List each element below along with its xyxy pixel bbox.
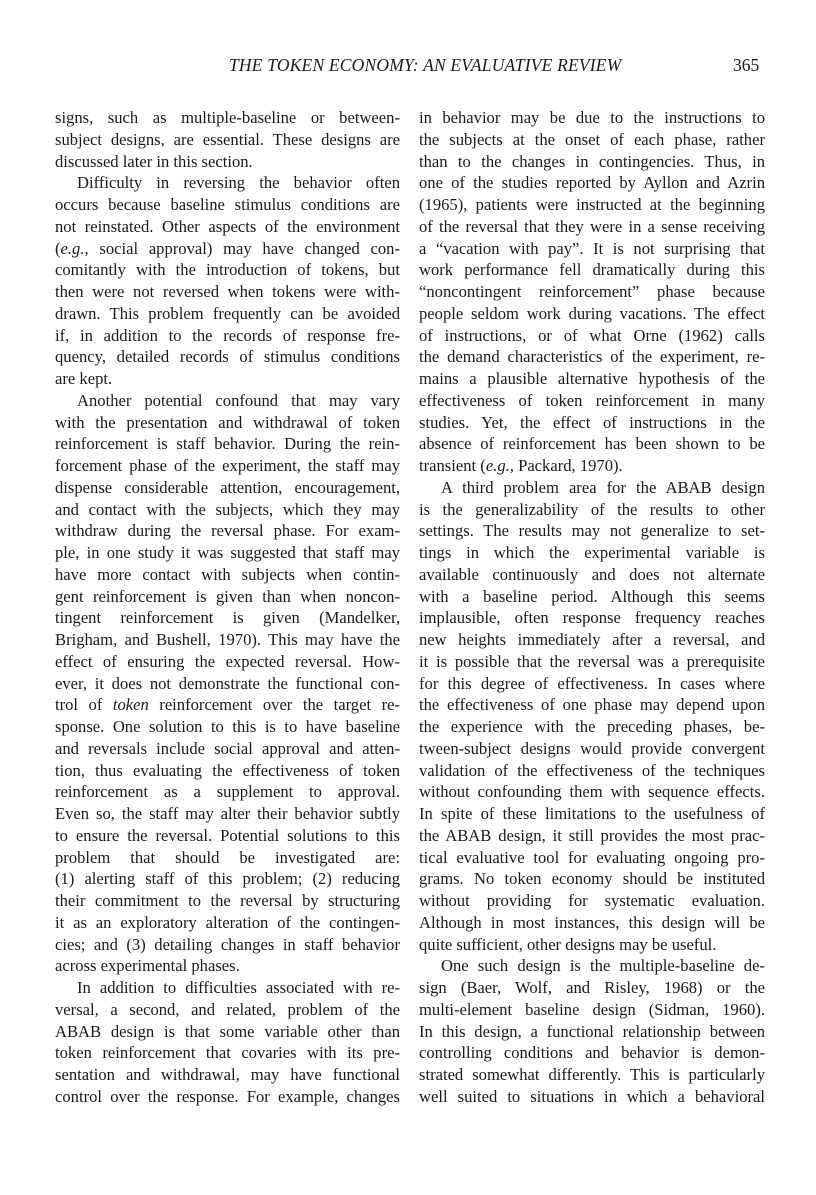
italic-text: e.g., (60, 238, 89, 258)
italic-text: token (112, 695, 149, 715)
text-line: have more contact with subjects when contin- (55, 564, 400, 584)
text-line: gent reinforcement is given than when noncon- (55, 586, 400, 606)
text-line: reinforcement as a supplement to approval. (55, 782, 400, 802)
text-line: tingent reinforcement is given (Mandelker, (55, 608, 400, 628)
text-line: A third problem area for the ABAB design (441, 477, 765, 497)
text-line: it is possible that the reversal was a prerequisite (419, 651, 765, 671)
text-line: Another potential confound that may vary (77, 390, 400, 410)
text-line: discussed later in this section. (55, 151, 253, 171)
text-line: sign (Baer, Wolf, and Risley, 1968) or the (419, 978, 765, 997)
text-line: available continuously and does not alternate (419, 564, 765, 584)
text-line: tical evaluative tool for evaluating ongoing pro- (419, 847, 765, 867)
text-line: quency, detailed records of stimulus conditions (55, 347, 400, 367)
text-line: tween-subject designs would provide convergent (419, 738, 765, 758)
text-line: control over the response. For example, changes (55, 1086, 400, 1106)
text-line: of the reversal that they were in a sense receiving (419, 216, 765, 236)
italic-text: e.g., (485, 456, 514, 475)
text-line: Although in most instances, this design will be (419, 912, 765, 932)
text-line: mains a plausible alternative hypothesis of the (419, 369, 765, 388)
text-line: a “vacation with pay”. It is not surprising that (419, 238, 765, 258)
text-line: signs, such as multiple-baseline or between- (55, 108, 400, 127)
text-line: and reversals include social approval and atten- (55, 738, 400, 758)
text-line: work performance fell dramatically during this (419, 260, 765, 280)
text-line: with the presentation and withdrawal of token (55, 412, 400, 432)
text-line: Even so, the staff may alter their behavior subtly (55, 804, 400, 823)
text-line: the experience with the preceding phases, be- (419, 717, 765, 736)
text-line: dispense considerable attention, encouragement, (55, 477, 400, 497)
text-line: multi-element baseline design (Sidman, 1960). (419, 999, 765, 1019)
text-line: the demand characteristics of the experiment, re- (419, 347, 765, 367)
page-number: 365 (733, 55, 760, 75)
text-line: quite sufficient, other designs may be useful. (419, 934, 717, 954)
text-line: drawn. This problem frequently can be avoided (55, 303, 400, 323)
text-line: their commitment to the reversal by structuring (55, 891, 400, 910)
text-line: it as an exploratory alteration of the contingen- (55, 912, 400, 932)
text-line: In this design, a functional relationship between (419, 1021, 765, 1041)
text-line: not reinstated. Other aspects of the environment (55, 216, 400, 236)
text-line: forcement phase of the experiment, the staff may (55, 456, 400, 475)
text-line: without providing for systematic evaluation. (419, 891, 765, 910)
text-line: (e.g., social approval) may have changed con- (55, 238, 400, 258)
text-line: In spite of these limitations to the usefulness of (419, 804, 765, 823)
text-line: and contact with the subjects, which they may (55, 499, 400, 519)
text-line: the effectiveness of one phase may depend upon (419, 695, 765, 715)
left-column (55, 107, 400, 1108)
text-line: across experimental phases. (55, 956, 240, 976)
text-line: validation of the effectiveness of the techniques (419, 760, 765, 780)
text-line: ABAB design is that some variable other than (55, 1021, 400, 1041)
text-line: settings. The results may not generalize to set- (419, 521, 765, 541)
text-line: (1) alerting staff of this problem; (2) reducing (55, 869, 400, 889)
text-line: is the generalizability of the results to other (419, 499, 765, 519)
text-line: withdraw during the reversal phase. For exam- (55, 521, 400, 541)
text-line: tings in which the experimental variable is (419, 543, 765, 562)
text-line: cies; and (3) detailing changes in staff behavior (55, 934, 400, 954)
running-title: THE TOKEN ECONOMY: AN EVALUATIVE REVIEW (229, 55, 622, 75)
text-line: token reinforcement that covaries with its pre- (55, 1043, 400, 1063)
text-line: Brigham, and Bushell, 1970). This may have the (55, 630, 400, 649)
text-line: are kept. (55, 369, 113, 388)
running-head (0, 55, 816, 79)
text-line: ever, it does not demonstrate the functional con- (55, 673, 400, 693)
text-line: sentation and withdrawal, may have functional (55, 1065, 400, 1084)
text-line: people seldom work during vacations. The effect (419, 303, 765, 323)
text-line: implausible, often response frequency reaches (419, 608, 765, 628)
text-line: trol of token reinforcement over the target re- (55, 695, 400, 715)
text-line: tion, thus evaluating the effectiveness of token (55, 760, 400, 780)
text-line: subject designs, are essential. These designs are (55, 129, 400, 149)
text-line: “noncontingent reinforcement” phase because (419, 282, 765, 301)
text-line: comitantly with the introduction of tokens, but (55, 260, 400, 280)
text-line: new heights immediately after a reversal, and (419, 630, 765, 649)
text-line: controlling conditions and behavior is demon- (419, 1043, 765, 1063)
text-line: in behavior may be due to the instructions to (419, 108, 765, 127)
text-line: than to the changes in contingencies. Thus, in (419, 151, 765, 171)
text-line: sponse. One solution to this is to have baseline (55, 717, 400, 736)
text-line: if, in addition to the records of response fre- (55, 325, 400, 345)
text-line: absence of reinforcement has been shown to be (419, 434, 765, 454)
text-line: occurs because baseline stimulus conditions are (55, 195, 400, 214)
text-line: reinforcement is staff behavior. During the rein- (55, 434, 400, 454)
text-line: the ABAB design, it still provides the most prac- (419, 825, 765, 845)
text-line: Difficulty in reversing the behavior often (77, 173, 400, 193)
text-line: to ensure the reversal. Potential solutions to this (55, 825, 400, 845)
text-line: In addition to difficulties associated with re- (77, 978, 400, 997)
text-line: without confounding them with sequence effects. (419, 782, 765, 802)
text-line: ple, in one study it was suggested that staff may (55, 543, 400, 562)
text-line: one of the studies reported by Ayllon and Azrin (419, 173, 765, 193)
text-line: (1965), patients were instructed at the beginning (419, 195, 765, 214)
right-column (419, 107, 765, 1108)
text-line: of instructions, or of what Orne (1962) calls (419, 325, 765, 345)
text-line: effectiveness of token reinforcement in many (419, 390, 765, 410)
text-line: problem that should be investigated are: (55, 847, 400, 867)
text-line: versal, a second, and related, problem of the (55, 999, 400, 1019)
text-line: then were not reversed when tokens were with- (55, 282, 400, 301)
text-line: grams. No token economy should be instituted (419, 869, 765, 889)
text-line: studies. Yet, the effect of instructions in the (419, 412, 765, 432)
text-line: strated somewhat differently. This is particularly (419, 1065, 765, 1084)
text-line: the subjects at the onset of each phase, rather (419, 129, 765, 149)
text-line: transient (e.g., Packard, 1970). (419, 456, 623, 475)
text-line: with a baseline period. Although this seems (419, 586, 765, 606)
text-line: effect of ensuring the expected reversal. How- (55, 651, 400, 671)
text-line: One such design is the multiple-baseline de- (441, 956, 765, 976)
text-line: well suited to situations in which a behavioral (419, 1086, 765, 1106)
text-line: for this degree of effectiveness. In cases where (419, 673, 765, 693)
